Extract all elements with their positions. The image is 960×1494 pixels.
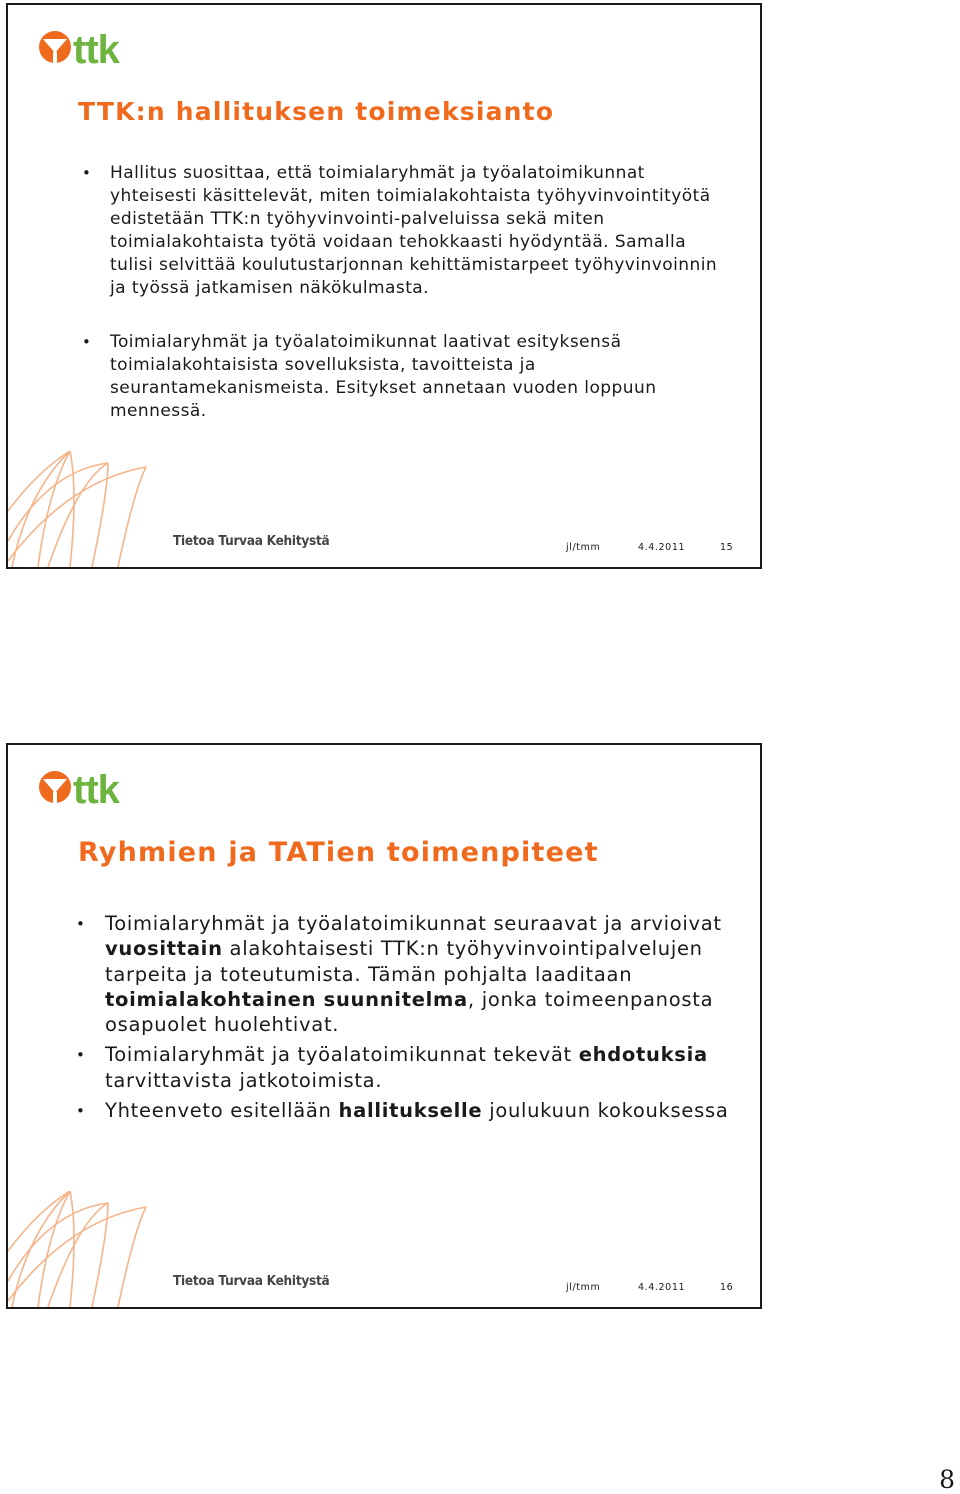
bullet-emphasis: hallitukselle — [338, 1099, 483, 1123]
bullet-text: alakohtaisesti TTK:n työhyvinvointipalvelujen tarpeita ja toteutumista. Tämän pohjalta laaditaan — [105, 937, 703, 986]
bullet-icon: • — [76, 1102, 86, 1121]
slide-16 — [6, 743, 762, 1309]
bullet-item — [8, 911, 745, 1037]
bullet-icon: • — [82, 164, 92, 182]
bullet-emphasis: toimialakohtainen suunnitelma — [105, 987, 468, 1011]
footer-author: jl/tmm — [566, 542, 601, 553]
ttk-logo — [38, 27, 142, 71]
bullet-text: Toimialaryhmät ja työalatoimikunnat laativat esityksensä toimialakohtaisista sovelluksista, tavoitteista ja seurantamekanismeista. Esitykset annetaan vuoden loppuun mennessä. — [110, 332, 657, 421]
ttk-logo — [38, 767, 142, 811]
bullet-list — [8, 911, 760, 1128]
footer-date: 4.4.2011 — [638, 1282, 686, 1293]
slide-title: Ryhmien ja TATien toimenpiteet — [78, 837, 599, 868]
tagline: Tietoa Turvaa Kehitystä — [173, 1273, 330, 1289]
bullet-text: , jonka toimeenpanosta osapuolet huolehtivat. — [105, 987, 714, 1037]
bullet-item — [8, 162, 730, 300]
logo-wordmark: ttk — [73, 768, 119, 811]
bullet-item — [8, 331, 730, 423]
slide-15 — [6, 3, 762, 569]
footer-author: jl/tmm — [566, 1282, 601, 1293]
bullet-emphasis: vuosittain — [105, 937, 223, 961]
slide-title: TTK:n hallituksen toimeksianto — [78, 97, 555, 126]
bullet-list — [8, 162, 760, 454]
decorative-arcs-icon — [8, 1191, 148, 1307]
bullet-text: Toimialaryhmät ja työalatoimikunnat seuraavat ja arvioivat — [105, 912, 722, 935]
bullet-text: tarvittavista jatkotoimista. — [105, 1068, 383, 1092]
tagline: Tietoa Turvaa Kehitystä — [173, 533, 330, 549]
footer-slide-number: 15 — [720, 542, 734, 553]
bullet-emphasis: ehdotuksia — [578, 1043, 708, 1067]
bullet-icon: • — [76, 1046, 86, 1065]
bullet-text: Toimialaryhmät ja työalatoimikunnat tekevät — [105, 1043, 579, 1067]
bullet-text: Yhteenveto esitellään — [105, 1099, 339, 1123]
decorative-arcs-icon — [8, 451, 148, 567]
page-number: 8 — [939, 1465, 955, 1494]
bullet-item — [8, 1042, 745, 1093]
bullet-icon: • — [76, 915, 86, 933]
bullet-text: Hallitus suosittaa, että toimialaryhmät ja työalatoimikunnat yhteisesti käsittelevät, miten toimialakohtaista työhyvinvointityötä edistetään TTK:n työhyvinvointi-palveluissa sekä miten toimialakohtaista työtä voidaan tehokkaasti hyödyntää. Samalla tulisi selvittää koulutustarjonnan kehittämistarpeet työhyvinvoinnin ja työssä jatkamisen näkökulmasta. — [110, 163, 718, 298]
bullet-icon: • — [82, 333, 92, 351]
footer-slide-number: 16 — [720, 1282, 734, 1293]
bullet-text: joulukuun kokouksessa — [482, 1099, 729, 1123]
logo-wordmark: ttk — [73, 28, 119, 71]
footer-date: 4.4.2011 — [638, 542, 686, 553]
bullet-item — [8, 1098, 745, 1123]
